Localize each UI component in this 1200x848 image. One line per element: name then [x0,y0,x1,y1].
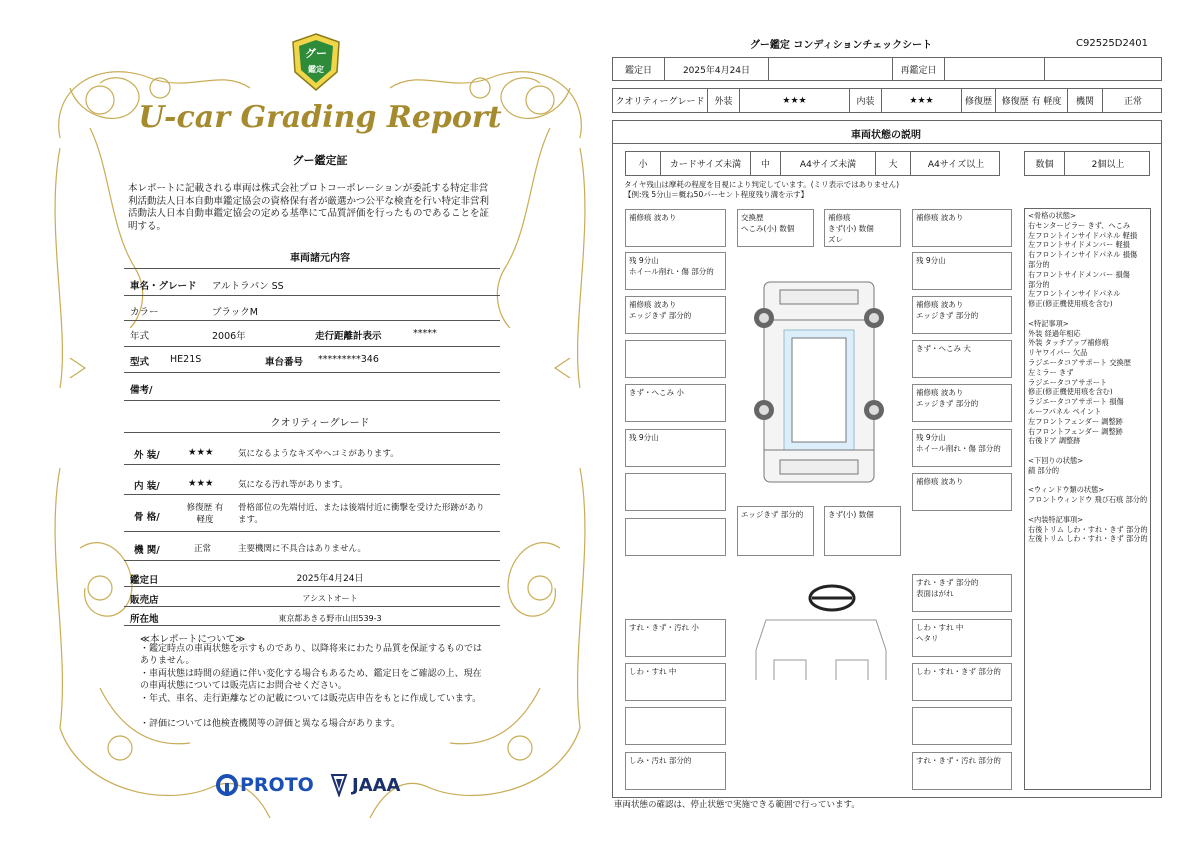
appraisal-date-value: 2025年4月24日 [296,574,364,584]
specs-heading: 車両諸元内容 [290,253,350,264]
note-3: ・年式、車名、走行距離などの記載については販売店申告をもとに作成しています。 [140,694,482,704]
int-comment-r1: すれ・きず 部分的 表面はがれ [912,574,1012,612]
quality-ext-desc: 気になるようなキズやヘコミがあります。 [238,449,399,459]
side-note-line: 部分的 [1028,259,1050,269]
note-2: ・車両状態は時間の経過に伴い変化する場合もあるため、鑑定日をご確認の上、現在の車両状態については販売店にお問合せください。 [140,669,482,691]
size-legend [625,151,1000,176]
model-value: HE21S [170,354,202,365]
side-note-line: 右後トリム しわ・すれ・きず 部分的 [1028,524,1148,534]
quality-engine-label: 機 関/ [134,545,160,556]
legend-count: 数個 [1025,152,1065,175]
ext-comment-t2: 補修痕 きず(小) 数個 ズレ [824,209,901,247]
side-note-line: 外装 タッチアップ補修痕 [1028,338,1109,348]
tire-note-1: タイヤ残山は摩耗の程度を目視により判定しています。(ミリ表示ではありません) [624,180,900,189]
int-comment-l4: しみ・汚れ 部分的 [625,752,726,790]
goo-appraisal-badge [289,32,343,92]
appraisal-date-label: 鑑定日 [130,575,159,586]
ext-comment-r4: きず・へこみ 大 [912,340,1012,378]
ext-value: ★★★ [740,89,850,112]
legend-mid: 中 [751,152,781,175]
chassis-label: 車台番号 [265,357,304,368]
engine-label: 機関 [1068,89,1103,112]
repair-value: 修復歴 有 軽度 [996,89,1068,112]
redate-value [945,58,1045,80]
ext-comment-r3: 補修痕 波あり エッジきず 部分的 [912,296,1012,334]
note-1: ・鑑定時点の車両状態を示すものであり、以降将来にわたり品質を保証するものではありません。 [140,644,483,666]
quality-frame-value: 修復歴 有 軽度 [186,503,224,525]
jaaa-logo-mark-icon [330,773,348,797]
side-note-line: 部分的 [1028,279,1050,289]
side-note-line [1028,309,1147,319]
side-note-line [1028,505,1147,515]
legend-mid-desc: A4サイズ未満 [781,152,876,175]
int-comment-r4 [912,707,1012,745]
ext-comment-l1: 補修痕 波あり [625,209,726,247]
name-value: アルトラパン SS [212,281,284,292]
int-comment-l3 [625,707,726,745]
chassis-value: *********346 [318,354,379,365]
side-note-line: 右フロントインサイドパネル 損傷 [1028,250,1138,260]
tire-note-2: 【例:残 5分山＝概ね50パーセント程度残り溝を示す】 [624,190,809,199]
side-note-line: ルーフパネル ペイント [1028,406,1102,416]
side-note-line: 修正(修正機使用痕を含む) [1028,387,1113,397]
ext-comment-r5: 補修痕 波あり エッジきず 部分的 [912,384,1012,422]
int-label: 内装 [850,89,882,112]
note-4: ・評価については他検査機関等の評価と異なる場合があります。 [140,719,401,729]
side-note-line: 右後ドア 調整跡 [1028,436,1081,446]
side-note-line: 左フロントサイドメンバー 軽損 [1028,240,1130,250]
side-note-line: 外装 経過年相応 [1028,328,1081,338]
grade-row [612,88,1162,113]
notes-heading: ≪本レポートについて≫ [140,634,246,645]
state-heading: 車両状態の説明 [851,130,921,141]
jaaa-logo-text: JAAA [352,774,401,796]
side-notes-panel [1024,208,1151,790]
int-comment-r2: しわ・すれ 中 ヘタリ [912,619,1012,657]
quality-heading: クオリティーグレード [270,418,370,429]
side-note-line: 修正(修正機使用痕を含む) [1028,299,1113,309]
ext-comment-l4 [625,340,726,378]
ext-comment-l8 [625,518,726,556]
side-note-line: ラジエータコアサポート 交換歴 [1028,357,1131,367]
shop-value: アシストオート [302,594,358,603]
quality-ext-label: 外 装/ [134,450,160,461]
address-value: 東京都あきる野市山田539-3 [278,614,382,623]
legend-small: 小 [626,152,661,175]
legend-large: 大 [876,152,911,175]
ext-comment-l5: きず・へこみ 小 [625,384,726,422]
int-comment-l2: しわ・すれ 中 [625,663,726,701]
side-note-line: リヤワイパー 欠品 [1028,348,1088,358]
side-note-line: 右フロントフェンダー 調整跡 [1028,426,1123,436]
shop-label: 販売店 [130,595,159,606]
side-note-line: 右フロントサイドメンバー 損傷 [1028,269,1130,279]
ext-comment-r2: 残 9分山 [912,252,1012,290]
side-note-line: ラジエータコアサポート 損傷 [1028,397,1124,407]
mileage-label: 走行距離計表示 [315,331,382,342]
side-note-line: 左後トリム しわ・すれ・きず 部分的 [1028,534,1148,544]
year-value: 2006年 [212,331,246,342]
color-label: カラー [130,307,159,318]
quality-int-desc: 気になる汚れ等があります。 [238,480,348,490]
side-note-line: 左フロントインサイドパネル [1028,289,1121,299]
model-label: 型式 [130,357,150,368]
date-blank [769,58,893,80]
ext-comment-r6: 残 9分山 ホイール削れ・傷 部分的 [912,429,1012,467]
side-note-line: <骨格の状態> [1028,211,1076,220]
grading-certificate [40,28,600,828]
legend-small-desc: カードサイズ未満 [661,152,751,175]
redate-label: 再鑑定日 [893,58,945,80]
side-note-line: <ウィンドウ類の状態> [1028,485,1105,495]
int-value: ★★★ [882,89,962,112]
sheet-title: グー鑑定 コンディションチェックシート [749,40,933,51]
quality-int-value: ★★★ [188,478,214,489]
side-note-line: <内装特記事項> [1028,514,1084,524]
ext-comment-l2: 残 9分山 ホイール削れ・傷 部分的 [625,252,726,290]
quality-int-label: 内 装/ [134,481,160,492]
side-note-line [1028,476,1147,486]
name-label: 車名・グレード [130,281,197,292]
proto-logo [216,772,314,798]
legend-count-desc: 2個以上 [1091,160,1125,170]
sheet-code: C92525D2401 [1076,38,1148,49]
quality-engine-desc: 主要機関に不具合はありません。 [238,544,367,554]
certificate-heading: グー鑑定証 [292,154,348,167]
color-value: ブラックM [212,307,259,318]
engine-value: 正常 [1123,97,1142,107]
mileage-value: ***** [413,328,437,339]
side-note-line: 右センターピラー きず、へこみ [1028,220,1131,230]
year-label: 年式 [130,331,150,342]
side-note-line: 左ミラー きず [1028,367,1074,377]
repair-label: 修復歴 [962,89,996,112]
side-note-line: 左フロントインサイドパネル 軽損 [1028,230,1138,240]
ext-comment-b1: エッジきず 部分的 [737,506,814,556]
quality-engine-value: 正常 [194,544,212,554]
grade-label: クオリティーグレード [613,89,708,112]
proto-logo-text: PROTO [240,774,314,796]
sheet-date-value: 2025年4月24日 [665,58,769,80]
quality-frame-desc: 骨格部位の先端付近、または後端付近に衝撃を受けた形跡があります。 [238,503,485,525]
ext-comment-r1: 補修痕 波あり [912,209,1012,247]
condition-sheet [606,30,1166,820]
count-legend [1024,151,1150,176]
ext-label: 外装 [708,89,740,112]
side-note-line: <下回りの状態> [1028,455,1084,465]
quality-ext-value: ★★★ [188,447,214,458]
sheet-date-label: 鑑定日 [613,58,665,80]
side-note-line: フロントウィンドウ 飛び石痕 部分的 [1028,495,1148,505]
ext-comment-l3: 補修痕 波あり エッジきず 部分的 [625,296,726,334]
int-comment-r5: すれ・きず・汚れ 部分的 [912,752,1012,790]
int-comment-r3: しわ・すれ・きず 部分的 [912,663,1012,701]
ext-comment-l6: 残 9分山 [625,429,726,467]
ext-comment-l7 [625,473,726,511]
ext-comment-r7: 補修痕 波あり [912,473,1012,511]
certificate-intro: 本レポートに記載される車両は株式会社プロトコーポレーションが委託する特定非営利活動法人日本自動車鑑定協会の資格保有者が厳選かつ公平な検査を行い特定非営利活動法人日本自動車鑑定協会の定める基準にて品質評価を行ったものであることを証明する。 [128,183,490,232]
script-title: U-car Grading Report [138,100,502,135]
int-comment-l1: すれ・きず・汚れ 小 [625,619,726,657]
side-note-line: 錆 部分的 [1028,465,1060,475]
proto-logo-mark-icon [216,774,238,796]
address-label: 所在地 [130,614,159,625]
side-note-line: ラジエータコアサポート [1028,377,1108,387]
legend-large-desc: A4サイズ以上 [927,160,985,170]
badge-line1: グー [305,47,327,60]
ext-comment-b2: きず(小) 数個 [824,506,901,556]
badge-line2: 鑑定 [308,65,324,74]
jaaa-logo [330,772,401,798]
date-row [612,57,1162,81]
steering-wheel-icon [810,586,854,610]
side-note-line: 左フロントフェンダー 調整跡 [1028,416,1123,426]
remarks-label: 備考/ [130,385,153,396]
side-note-line [1028,446,1147,456]
sheet-footer: 車両状態の確認は、停止状態で実施できる範囲で行っています。 [614,800,860,810]
ext-comment-t1: 交換歴 へこみ(小) 数個 [737,209,814,247]
side-note-line: <特記事項> [1028,318,1069,328]
quality-frame-label: 骨 格/ [134,512,160,523]
